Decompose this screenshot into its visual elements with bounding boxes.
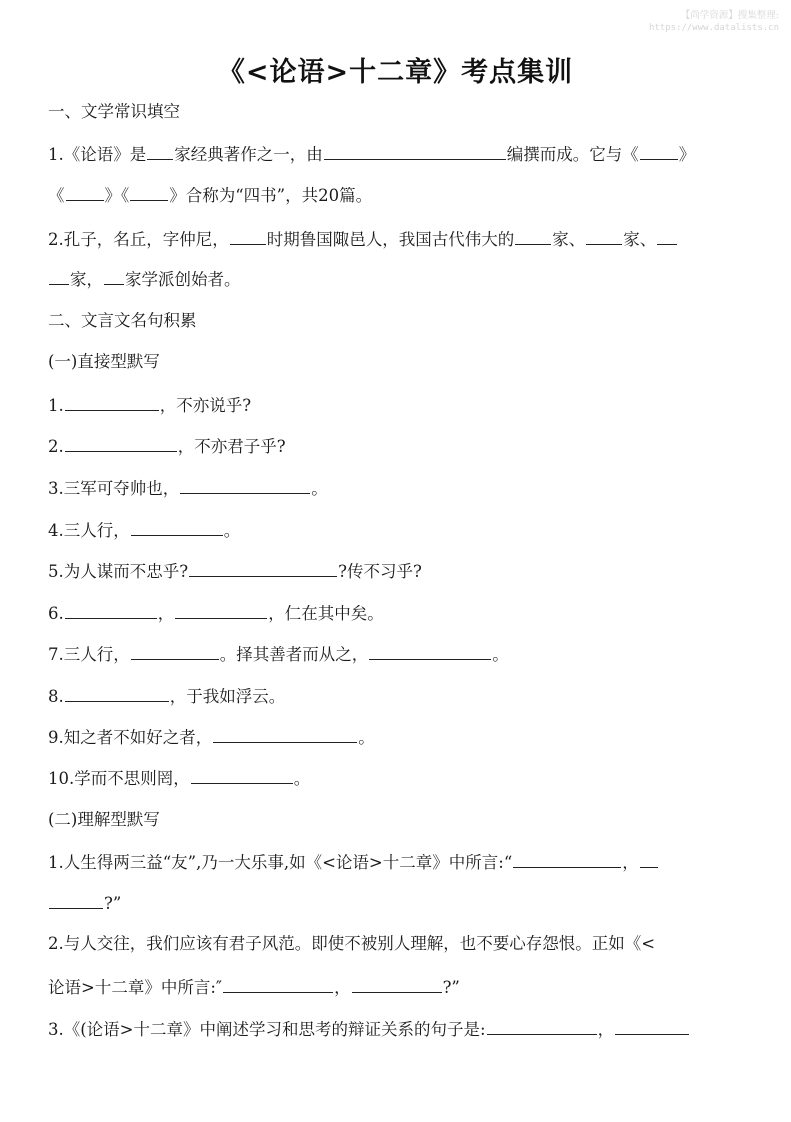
- line-text: ?”: [442, 978, 460, 997]
- section-heading: [48, 309, 197, 333]
- line-text: 2.与人交往，我们应该有君子风范。即使不被别人理解，也不要心存怨恨。正如《<: [48, 934, 656, 953]
- watermark-url: https://www.datalists.cn: [648, 23, 779, 33]
- fill-in-blank[interactable]: [131, 517, 223, 536]
- question-line: [48, 600, 384, 626]
- line-text: ?传不习乎?: [338, 562, 422, 581]
- line-text: 家学派创始者。: [125, 270, 241, 289]
- line-text: 7.三人行，: [48, 645, 130, 664]
- line-text: 家、: [552, 230, 586, 249]
- fill-in-blank[interactable]: [487, 1016, 597, 1035]
- line-text: 1.《论语》是: [48, 145, 147, 164]
- section-heading: [48, 100, 180, 124]
- line-text: ，: [597, 1020, 615, 1039]
- line-text: 《: [48, 186, 65, 205]
- section-heading: [48, 350, 160, 374]
- question-line: [48, 932, 655, 956]
- question-line: [48, 392, 251, 418]
- line-text: 10.学而不思则罔，: [48, 769, 190, 788]
- fill-in-blank[interactable]: [657, 226, 677, 245]
- question-line: [48, 266, 241, 292]
- fill-in-blank[interactable]: [191, 765, 293, 784]
- line-text: (一)直接型默写: [48, 352, 160, 371]
- line-text: 6.: [48, 604, 64, 623]
- line-text: 家、: [623, 230, 657, 249]
- line-text: 2.孔子，名丘，字仲尼，: [48, 230, 229, 249]
- line-text: ，不亦说乎?: [159, 396, 252, 415]
- question-line: [48, 683, 285, 709]
- fill-in-blank[interactable]: [223, 974, 333, 993]
- question-line: [48, 890, 121, 916]
- question-line: [48, 141, 695, 167]
- watermark-label: 【尚学资源】搜集整理:: [680, 10, 779, 21]
- question-line: [48, 517, 240, 543]
- fill-in-blank[interactable]: [213, 724, 357, 743]
- fill-in-blank[interactable]: [65, 433, 177, 452]
- question-line: [48, 641, 509, 667]
- line-text: 一、文学常识填空: [48, 102, 180, 121]
- line-text: 3.三军可夺帅也，: [48, 479, 180, 498]
- fill-in-blank[interactable]: [49, 266, 69, 285]
- fill-in-blank[interactable]: [65, 600, 157, 619]
- fill-in-blank[interactable]: [640, 849, 658, 868]
- line-text: 8.: [48, 687, 64, 706]
- question-line: [48, 475, 328, 501]
- line-text: ，: [622, 853, 639, 872]
- line-text: 5.为人谋而不忠乎?: [48, 562, 189, 581]
- question-line: [48, 849, 659, 875]
- line-text: ?”: [104, 894, 122, 913]
- fill-in-blank[interactable]: [586, 226, 622, 245]
- line-text: 时期鲁国陬邑人，我国古代伟大的: [266, 230, 515, 249]
- fill-in-blank[interactable]: [640, 141, 678, 160]
- fill-in-blank[interactable]: [49, 890, 103, 909]
- fill-in-blank[interactable]: [515, 226, 551, 245]
- question-line: [48, 765, 310, 791]
- fill-in-blank[interactable]: [513, 849, 621, 868]
- line-text: ，: [334, 978, 351, 997]
- line-text: 编撰而成。它与《: [506, 145, 639, 164]
- line-text: 。: [358, 728, 375, 747]
- fill-in-blank[interactable]: [104, 266, 124, 285]
- line-text: 论语>十二章》中所言:″: [48, 978, 223, 997]
- fill-in-blank[interactable]: [175, 600, 267, 619]
- fill-in-blank[interactable]: [324, 141, 506, 160]
- line-text: 》《: [104, 186, 130, 205]
- question-line: [48, 1016, 690, 1042]
- line-text: ，: [157, 604, 175, 623]
- fill-in-blank[interactable]: [66, 182, 104, 201]
- question-line: [48, 724, 375, 750]
- fill-in-blank[interactable]: [230, 226, 266, 245]
- line-text: 。: [492, 645, 509, 664]
- section-heading: [48, 808, 160, 832]
- fill-in-blank[interactable]: [147, 141, 173, 160]
- fill-in-blank[interactable]: [180, 475, 310, 494]
- line-text: 3.《(论语>十二章》中阐述学习和思考的辩证关系的句子是:: [48, 1020, 486, 1039]
- line-text: 》: [678, 145, 696, 164]
- line-text: 家经典著作之一，由: [174, 145, 323, 164]
- line-text: 。: [223, 521, 241, 540]
- page-title: 《<论语>十二章》考点集训: [217, 57, 574, 88]
- line-text: 1.: [48, 396, 64, 415]
- line-text: 二、文言文名句积累: [48, 311, 197, 330]
- question-line: [48, 226, 678, 252]
- line-text: (二)理解型默写: [48, 810, 160, 829]
- line-text: 家，: [70, 270, 103, 289]
- line-text: 2.: [48, 437, 64, 456]
- watermark: [649, 9, 779, 35]
- question-line: [48, 558, 422, 584]
- question-line: [48, 433, 286, 459]
- line-text: 。: [311, 479, 328, 498]
- line-text: ，不亦君子乎?: [177, 437, 286, 456]
- line-text: 9.知之者不如好之者，: [48, 728, 213, 747]
- fill-in-blank[interactable]: [615, 1016, 689, 1035]
- fill-in-blank[interactable]: [131, 641, 219, 660]
- line-text: 》合称为“四书”，共20篇。: [169, 186, 373, 205]
- line-text: 。择其善者而从之，: [219, 645, 369, 664]
- fill-in-blank[interactable]: [130, 182, 168, 201]
- line-text: ，于我如浮云。: [169, 687, 286, 706]
- question-line: [48, 182, 372, 208]
- line-text: 4.三人行，: [48, 521, 130, 540]
- fill-in-blank[interactable]: [189, 558, 337, 577]
- line-text: 1.人生得两三益“友”,乃一大乐事,如《<论语>十二章》中所言:“: [48, 853, 513, 872]
- fill-in-blank[interactable]: [65, 683, 169, 702]
- line-text: ，仁在其中矣。: [268, 604, 384, 623]
- fill-in-blank[interactable]: [352, 974, 442, 993]
- question-line: [48, 974, 460, 1000]
- line-text: 。: [293, 769, 311, 788]
- fill-in-blank[interactable]: [369, 641, 491, 660]
- fill-in-blank[interactable]: [65, 392, 159, 411]
